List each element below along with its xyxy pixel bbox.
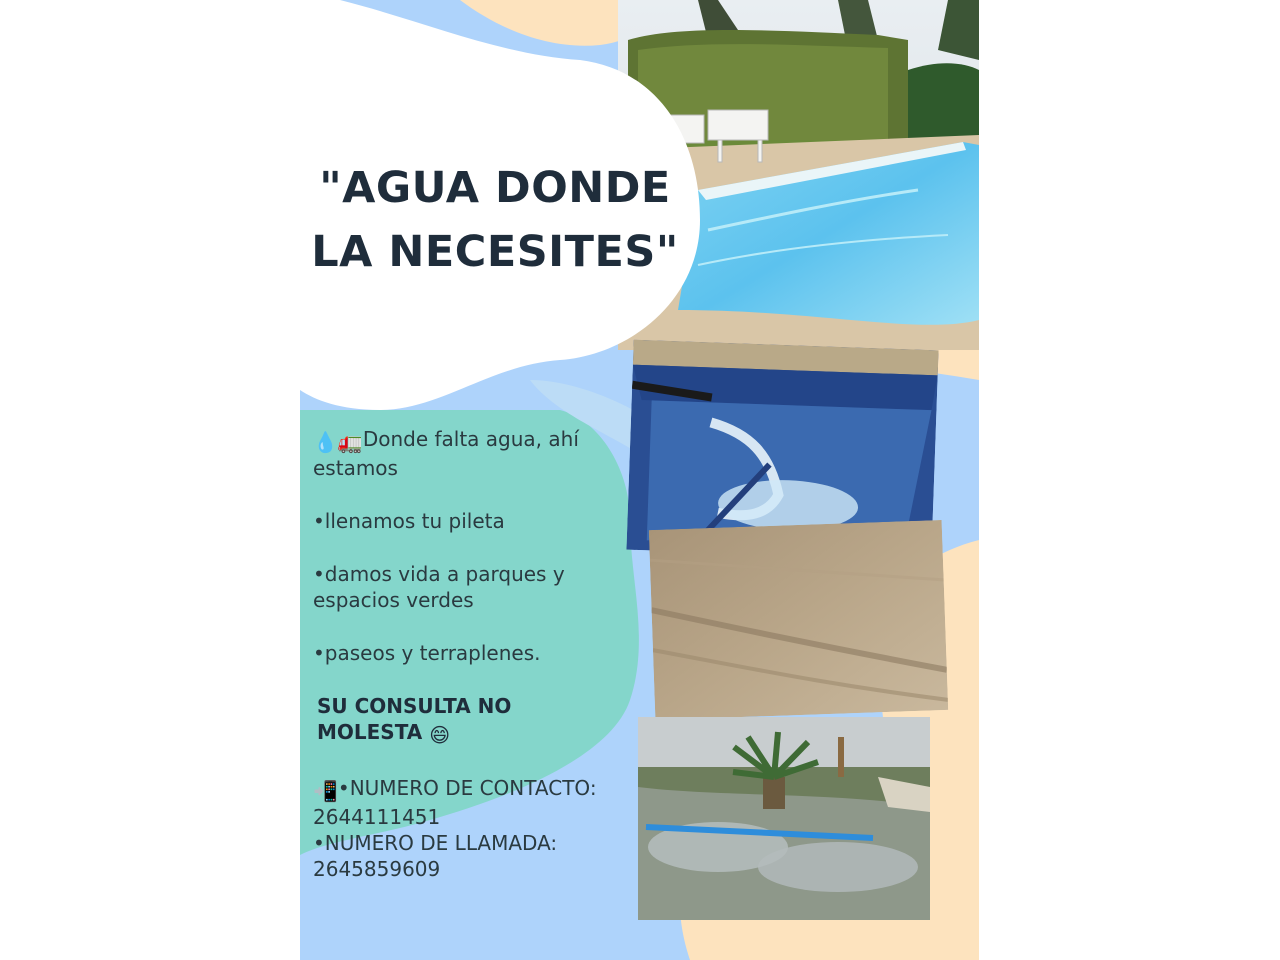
headline-line-2: LA NECESITES" xyxy=(311,227,679,277)
palm-photo xyxy=(638,717,930,920)
contact-phone-2[interactable]: 2645859609 xyxy=(313,857,441,881)
cta-line-2: MOLESTA xyxy=(317,720,423,744)
intro-line-1: Donde falta agua, ahí xyxy=(362,427,579,451)
service-parks-line-1: •damos vida a parques y xyxy=(313,562,565,586)
service-item xyxy=(313,561,643,613)
headline-line-1: "AGUA DONDE xyxy=(319,163,671,213)
smile-icon: 😄 xyxy=(429,723,451,747)
intro-line-2: estamos xyxy=(313,456,398,480)
intro-paragraph xyxy=(313,426,643,481)
contact-block xyxy=(313,775,643,882)
contact-phone-1[interactable]: 2644111451 xyxy=(313,805,441,829)
body-text xyxy=(313,426,643,882)
service-pool: •llenamos tu pileta xyxy=(313,509,505,533)
dirt-photo xyxy=(649,520,948,720)
contact-label-1: •NUMERO DE CONTACTO: xyxy=(337,776,597,800)
service-paths: •paseos y terraplenes. xyxy=(313,641,541,665)
cta-line-1: SU CONSULTA NO xyxy=(317,694,512,718)
service-item xyxy=(313,508,643,534)
service-parks-line-2: espacios verdes xyxy=(313,588,474,612)
contact-label-2: •NUMERO DE LLAMADA: xyxy=(313,831,558,855)
headline xyxy=(300,156,690,284)
phone-icon: 📲 xyxy=(313,779,338,803)
cta-heading xyxy=(317,693,643,748)
droplet-truck-icon: 💧🚛 xyxy=(313,430,363,454)
service-item xyxy=(313,640,643,666)
flyer xyxy=(300,0,979,960)
